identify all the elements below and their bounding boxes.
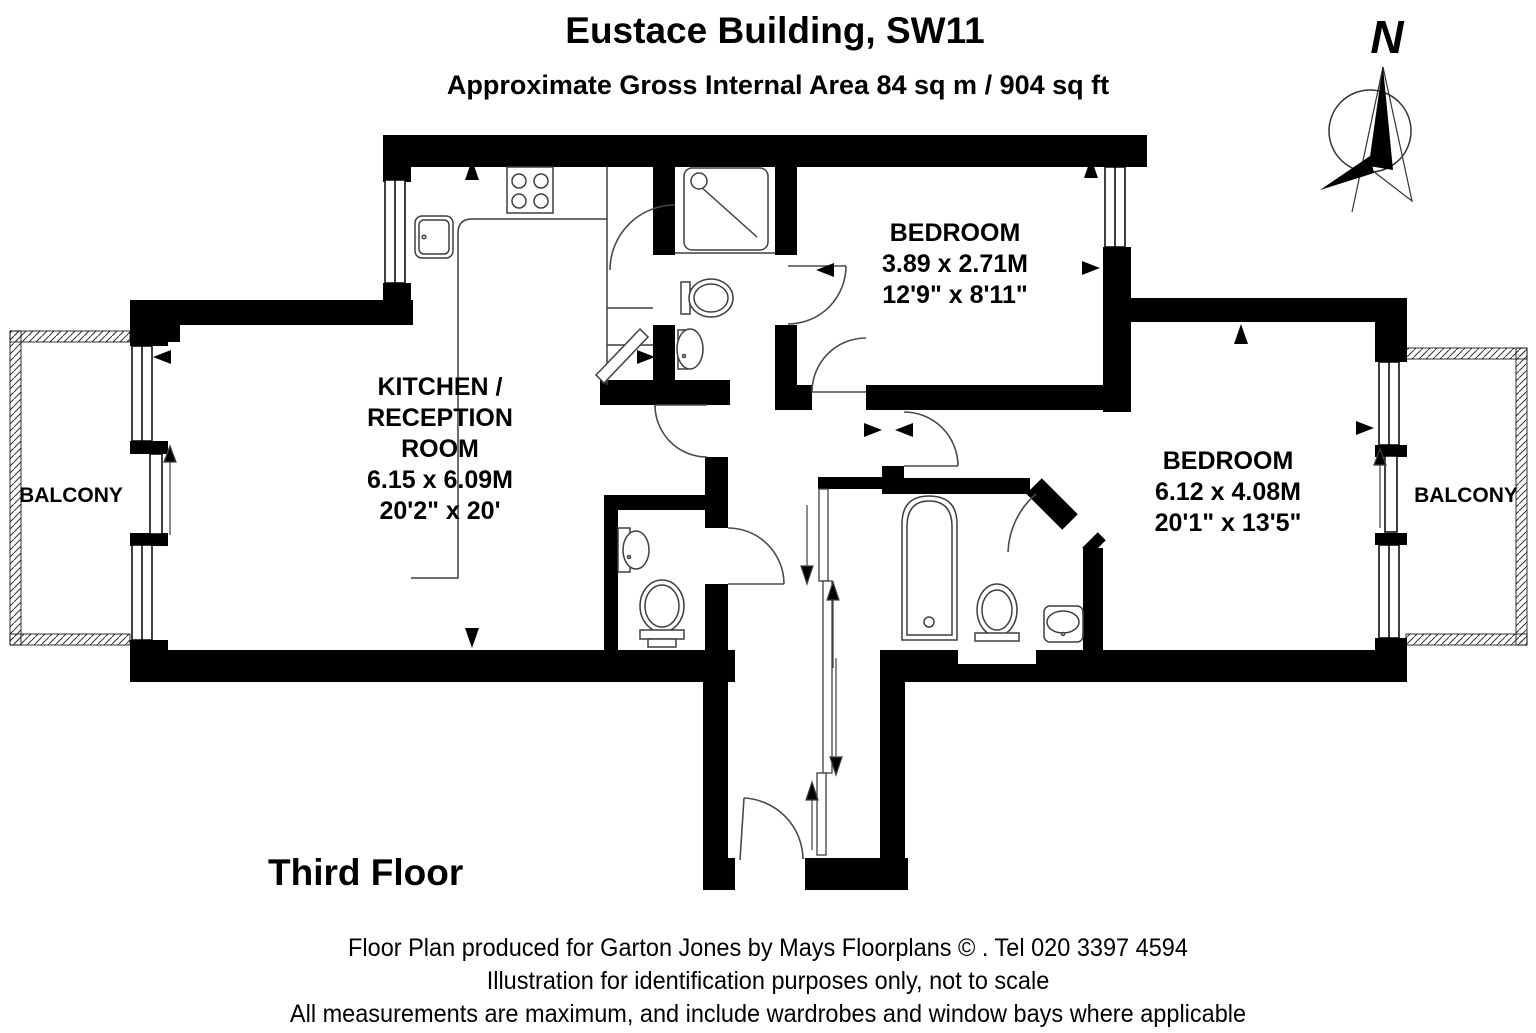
room-dimensions-imperial: 20'1" x 13'5" xyxy=(1154,509,1302,537)
page-subtitle: Approximate Gross Internal Area 84 sq m / 904 sq ft xyxy=(446,70,1110,100)
floor-name-label: Third Floor xyxy=(268,852,464,893)
door-arc xyxy=(1008,494,1036,552)
door-arc xyxy=(812,338,866,392)
hall-cupboard-lines xyxy=(817,489,832,855)
room-name: ROOM xyxy=(401,435,479,463)
room-name: BEDROOM xyxy=(1162,447,1294,475)
compass-north-label: N xyxy=(1370,11,1404,63)
footer-disclaimer-line: Illustration for identification purposes only, not to scale xyxy=(486,967,1050,995)
bathtub-icon xyxy=(902,496,957,640)
room-name: BEDROOM xyxy=(889,219,1021,247)
room-dimensions-metric: 6.12 x 4.08M xyxy=(1155,478,1301,506)
arrow-up-icon xyxy=(806,782,818,800)
hob-icon xyxy=(507,167,553,213)
bedroom-right-label xyxy=(1155,446,1302,539)
toilet-icon xyxy=(681,279,733,317)
kitchen-reception-label xyxy=(367,372,513,527)
arrow-down-icon xyxy=(465,628,479,648)
balcony-door-right xyxy=(1385,456,1397,532)
footer-credit-line: Floor Plan produced for Garton Jones by Mays Floorplans © . Tel 020 3397 4594 xyxy=(348,934,1188,962)
compass-rose-icon xyxy=(1320,67,1412,212)
arrow-left-icon xyxy=(153,350,171,364)
page-title: Eustace Building, SW11 xyxy=(565,10,985,51)
kitchen-sink-icon xyxy=(415,216,453,258)
room-name: KITCHEN / xyxy=(377,373,503,401)
balcony-right-label: BALCONY xyxy=(1414,484,1518,507)
balcony-door-left xyxy=(150,454,162,534)
arrow-right-icon xyxy=(1082,261,1100,275)
wc-fixtures xyxy=(618,528,684,647)
arrow-right-icon xyxy=(637,350,655,364)
bedroom-top-label xyxy=(882,218,1028,311)
shower-room-fixtures xyxy=(675,168,775,369)
room-dimensions-metric: 6.15 x 6.09M xyxy=(367,466,513,494)
arrow-left-icon xyxy=(816,263,834,277)
arrow-down-icon xyxy=(801,566,813,584)
entrance-door-arc xyxy=(744,798,803,859)
footer-measurements-line: All measurements are maximum, and include wardrobes and window bays where applicable xyxy=(289,1000,1247,1028)
door-arc xyxy=(728,528,784,584)
toilet-icon xyxy=(975,584,1019,641)
balcony-left-label: BALCONY xyxy=(19,484,123,507)
arrow-up-icon xyxy=(1234,324,1248,344)
shower-tray-icon xyxy=(684,168,768,250)
basin-icon xyxy=(618,528,649,572)
arrow-left-icon xyxy=(895,423,913,437)
arrow-right-icon xyxy=(864,423,882,437)
toilet-icon xyxy=(640,580,684,647)
door-arc xyxy=(904,412,958,466)
basin-icon xyxy=(677,329,703,369)
room-dimensions-metric: 3.89 x 2.71M xyxy=(882,250,1028,278)
room-dimensions-imperial: 20'2" x 20' xyxy=(379,497,501,525)
room-dimensions-imperial: 12'9" x 8'11" xyxy=(882,281,1028,309)
room-name: RECEPTION xyxy=(367,404,513,432)
basin-icon xyxy=(1044,606,1083,642)
door-arc xyxy=(788,266,846,324)
door-arc xyxy=(655,405,707,457)
arrow-right-icon xyxy=(1356,421,1374,435)
